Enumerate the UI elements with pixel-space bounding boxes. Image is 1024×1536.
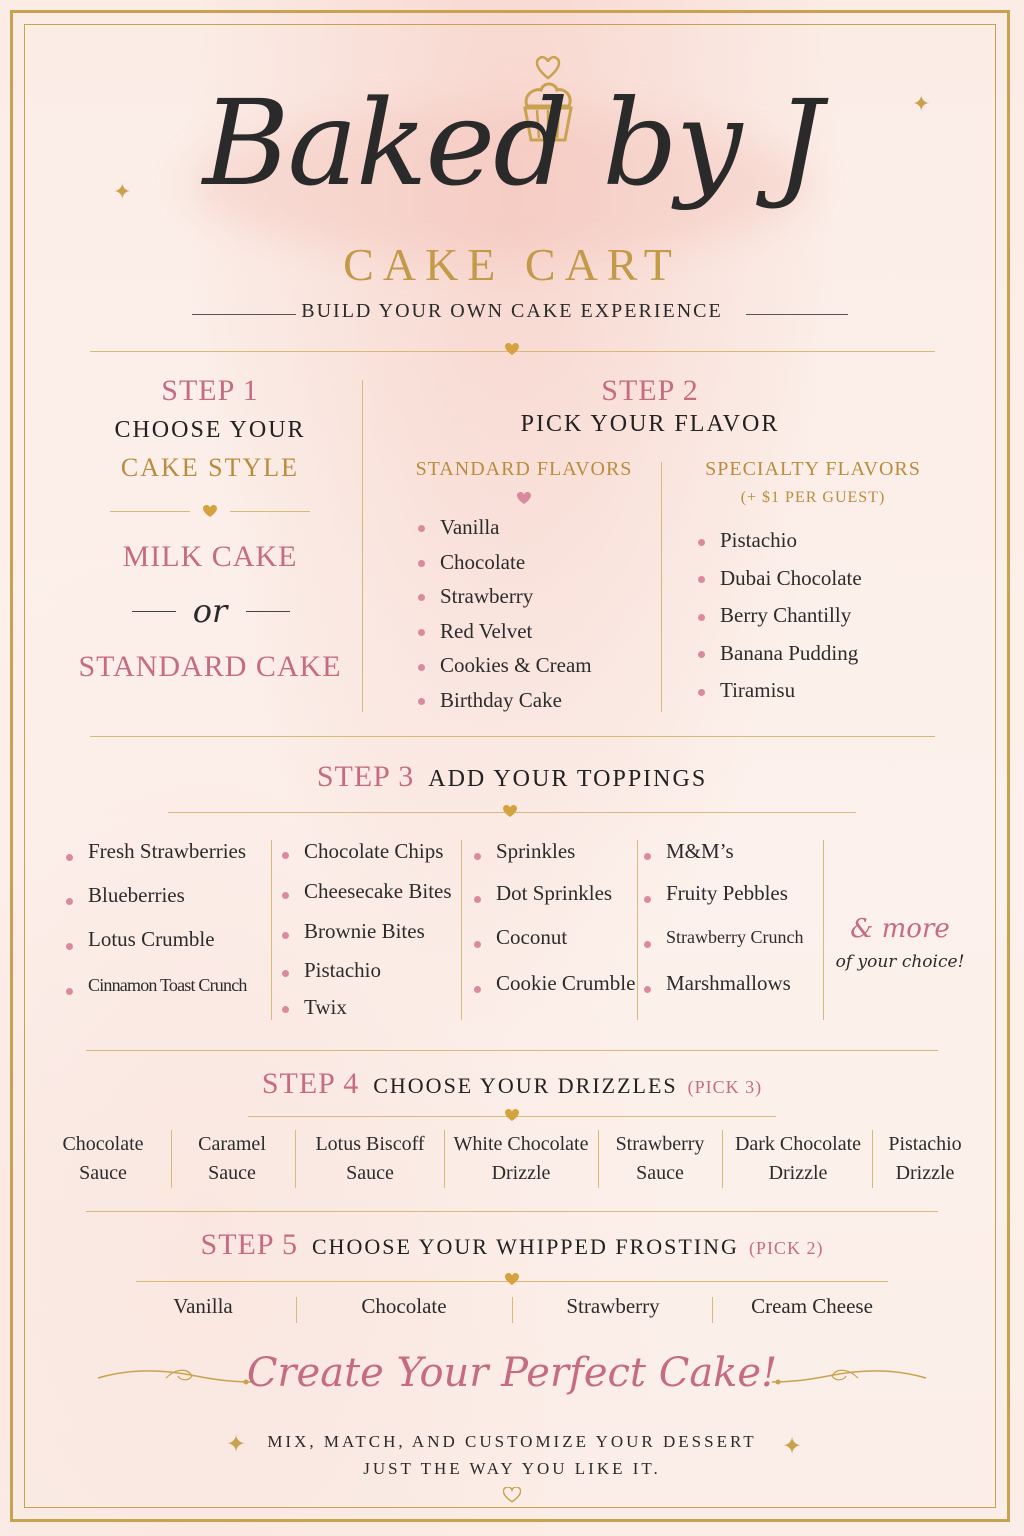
- or-rule-left: [132, 611, 176, 612]
- step1-rule-left: [110, 511, 190, 512]
- toppings-divider: [271, 840, 272, 1020]
- heart-icon: [503, 805, 517, 818]
- flavor-item: Red Velvet: [414, 616, 654, 651]
- topping-item: M&M’s: [640, 836, 824, 878]
- step3-title: ADD YOUR TOPPINGS: [428, 766, 708, 792]
- step1-title-line2: CAKE STYLE: [120, 453, 300, 482]
- sparkle-icon: ✦: [782, 1432, 803, 1460]
- frosting-divider: [712, 1297, 713, 1323]
- standard-flavors-list: [414, 512, 654, 720]
- or-rule-right: [246, 611, 290, 612]
- drizzle-divider: [872, 1130, 873, 1188]
- step4-title: CHOOSE YOUR DRIZZLES: [373, 1073, 678, 1098]
- drizzle-option: [446, 1130, 596, 1194]
- topping-item: Brownie Bites: [278, 916, 458, 955]
- drizzle-name: Caramel: [198, 1133, 266, 1155]
- drizzle-name: Pistachio: [888, 1133, 962, 1155]
- heart-icon: [203, 505, 217, 518]
- drizzle-divider: [295, 1130, 296, 1188]
- toppings-column-3: [470, 836, 638, 1012]
- step4-heading: [0, 1067, 1024, 1101]
- topping-item: Cookie Crumble: [470, 968, 638, 1012]
- toppings-divider: [637, 840, 638, 1020]
- step2-label: STEP 2: [601, 374, 699, 407]
- drizzle-type: Drizzle: [768, 1162, 828, 1184]
- more-toppings-line2: of your choice!: [835, 952, 965, 972]
- toppings-divider: [461, 840, 462, 1020]
- drizzle-divider: [171, 1130, 172, 1188]
- topping-item: Dot Sprinkles: [470, 878, 638, 922]
- step3-heading: [0, 760, 1024, 794]
- frosting-option: Vanilla: [173, 1294, 233, 1318]
- topping-item: Lotus Crumble: [62, 924, 272, 970]
- step5-pick: (PICK 2): [748, 1238, 824, 1258]
- sparkle-icon: ✦: [113, 180, 132, 205]
- brand-title: Baked by J: [202, 74, 822, 212]
- topping-item: Fresh Strawberries: [62, 836, 272, 880]
- drizzle-option: [298, 1130, 442, 1194]
- heart-icon: [505, 1109, 519, 1122]
- step3-label: STEP 3: [316, 760, 415, 793]
- drizzle-divider: [722, 1130, 723, 1188]
- flavor-item: Tiramisu: [694, 674, 944, 712]
- drizzle-type: Sauce: [79, 1162, 127, 1184]
- step1-rule-right: [230, 511, 310, 512]
- standard-flavors-heading: STANDARD FLAVORS: [415, 458, 633, 480]
- drizzle-type: Sauce: [346, 1162, 394, 1184]
- heart-icon: [505, 343, 519, 356]
- drizzle-name: White Chocolate: [453, 1133, 589, 1155]
- frosting-option: Strawberry: [566, 1294, 660, 1318]
- sparkle-icon: ✦: [226, 1430, 247, 1458]
- topping-item: Cinnamon Toast Crunch: [62, 970, 272, 1014]
- step5-heading: [0, 1228, 1024, 1262]
- drizzle-option: [174, 1130, 290, 1194]
- step1-title-line1: CHOOSE YOUR: [114, 417, 306, 443]
- drizzle-name: Strawberry: [615, 1133, 705, 1155]
- flavor-item: Banana Pudding: [694, 637, 944, 675]
- topping-item: Pistachio: [278, 955, 458, 992]
- toppings-column-4: [640, 836, 824, 1012]
- cake-style-milk: MILK CAKE: [122, 540, 298, 573]
- step4-pick: (PICK 3): [687, 1077, 763, 1097]
- topping-item: Strawberry Crunch: [640, 922, 824, 968]
- flavor-item: Chocolate: [414, 547, 654, 582]
- toppings-column-2: [278, 836, 458, 1028]
- topping-item: Cheesecake Bites: [278, 876, 458, 916]
- footer-script: Create Your Perfect Cake!: [246, 1350, 778, 1396]
- drizzle-name: Dark Chocolate: [734, 1133, 862, 1155]
- specialty-flavors-note: (+ $1 PER GUEST): [740, 489, 886, 506]
- drizzle-type: Drizzle: [895, 1162, 955, 1184]
- section-divider: [86, 1050, 938, 1051]
- drizzle-type: Sauce: [208, 1162, 256, 1184]
- toppings-column-1: [62, 836, 272, 1014]
- topping-item: Coconut: [470, 922, 638, 968]
- topping-item: Sprinkles: [470, 836, 638, 878]
- tagline: BUILD YOUR OWN CAKE EXPERIENCE: [301, 300, 723, 322]
- frosting-option: Chocolate: [361, 1294, 447, 1318]
- drizzle-type: Drizzle: [491, 1162, 551, 1184]
- specialty-flavors-heading: SPECIALTY FLAVORS: [705, 458, 921, 480]
- topping-item: Blueberries: [62, 880, 272, 924]
- step4-label: STEP 4: [261, 1067, 360, 1100]
- more-toppings-line1: & more: [850, 914, 950, 944]
- topping-item: Twix: [278, 992, 458, 1028]
- frosting-divider: [512, 1297, 513, 1323]
- topping-item: Fruity Pebbles: [640, 878, 824, 922]
- footer-line1: MIX, MATCH, AND CUSTOMIZE YOUR DESSERT: [267, 1432, 757, 1451]
- step1-step2-divider: [362, 380, 363, 712]
- step5-label: STEP 5: [200, 1228, 298, 1261]
- drizzle-type: Sauce: [636, 1162, 684, 1184]
- drizzle-option: [724, 1130, 872, 1194]
- step2-title: PICK YOUR FLAVOR: [520, 411, 780, 437]
- drizzle-option: [600, 1130, 720, 1194]
- flavor-item: Cookies & Cream: [414, 650, 654, 685]
- topping-item: Chocolate Chips: [278, 836, 458, 876]
- flavor-columns-divider: [661, 462, 662, 712]
- heart-outline-icon: [503, 1487, 521, 1503]
- toppings-divider: [823, 840, 824, 1020]
- sparkle-icon: ✦: [912, 92, 931, 117]
- step1-label: STEP 1: [161, 374, 259, 407]
- flavor-item: Berry Chantilly: [694, 599, 944, 637]
- drizzle-name: Lotus Biscoff: [315, 1133, 425, 1155]
- flavor-item: Pistachio: [694, 524, 944, 562]
- heart-icon: [517, 492, 531, 505]
- step5-title: CHOOSE YOUR WHIPPED FROSTING: [311, 1234, 739, 1259]
- footer-line2: JUST THE WAY YOU LIKE IT.: [363, 1459, 661, 1478]
- drizzle-name: Chocolate: [62, 1133, 144, 1155]
- drizzle-option: [40, 1130, 166, 1194]
- heart-icon: [505, 1273, 519, 1286]
- drizzle-divider: [444, 1130, 445, 1188]
- frosting-divider: [296, 1297, 297, 1323]
- flavor-item: Vanilla: [414, 512, 654, 547]
- drizzle-option: [876, 1130, 974, 1194]
- section-divider: [86, 1211, 938, 1212]
- topping-item: Marshmallows: [640, 968, 824, 1012]
- frosting-option: Cream Cheese: [751, 1294, 873, 1318]
- or-text: or: [192, 592, 228, 630]
- flavor-item: Dubai Chocolate: [694, 562, 944, 600]
- drizzle-divider: [598, 1130, 599, 1188]
- flavor-item: Birthday Cake: [414, 685, 654, 720]
- cake-style-standard: STANDARD CAKE: [78, 650, 342, 683]
- specialty-flavors-list: [694, 524, 944, 712]
- section-divider: [90, 736, 935, 737]
- flavor-item: Strawberry: [414, 581, 654, 616]
- brand-subtitle: CAKE CART: [343, 239, 681, 290]
